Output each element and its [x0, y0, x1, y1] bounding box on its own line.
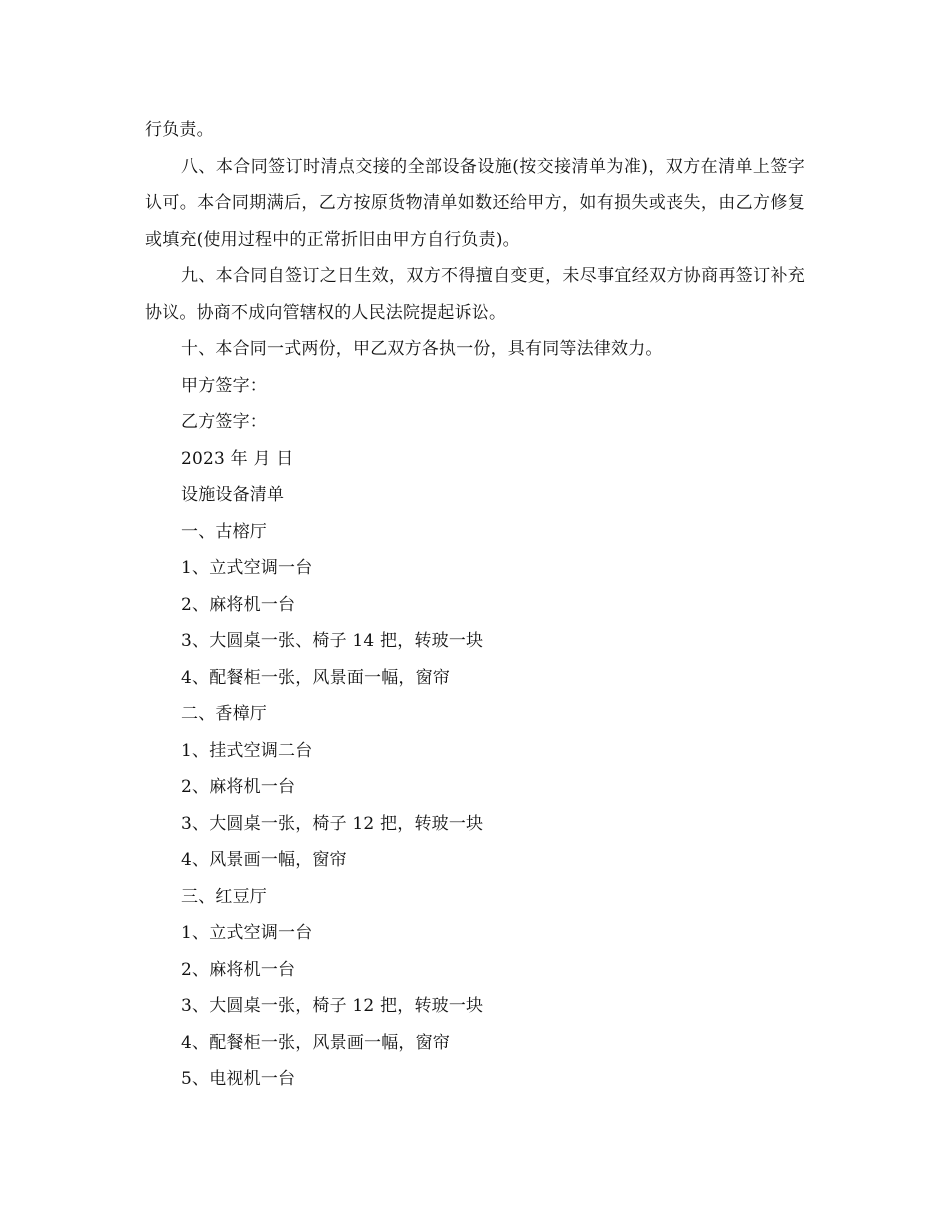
signing-date: 2023 年 月 日	[181, 448, 294, 469]
paragraph-continuation: 行负责。	[145, 120, 214, 140]
clause-ten: 十、本合同一式两份，甲乙双方各执一份，具有同等法律效力。	[181, 339, 663, 359]
list-item: 4、配餐柜一张，风景面一幅，窗帘	[181, 667, 451, 688]
list-item: 3、大圆桌一张、椅子 14 把，转玻一块	[181, 631, 484, 651]
list-item: 1、立式空调一台	[181, 923, 313, 943]
clause-eight: 八、本合同签订时清点交接的全部设备设施(按交接清单为准)，双方在清单上签字认可。本合同期满后，乙方按原货物清单如数还给甲方，如有损失或丧失，由乙方修复或填充(使用过程中的正常折旧由甲方自行负责)。	[145, 156, 805, 250]
document-body	[145, 112, 805, 1098]
list-item: 4、配餐柜一张，风景画一幅，窗帘	[181, 1032, 451, 1053]
list-item: 1、挂式空调二台	[181, 740, 313, 761]
party-a-signature: 甲方签字：	[181, 375, 267, 396]
list-item: 3、大圆桌一张，椅子 12 把，转玻一块	[181, 813, 484, 834]
list-item: 2、麻将机一台	[181, 594, 296, 615]
list-item: 2、麻将机一台	[181, 959, 296, 980]
list-item: 3、大圆桌一张，椅子 12 把，转玻一块	[181, 996, 484, 1016]
list-item: 4、风景画一幅，窗帘	[181, 850, 347, 870]
list-item: 2、麻将机一台	[181, 777, 296, 797]
list-title: 设施设备清单	[181, 485, 285, 505]
section-heading: 二、香樟厅	[181, 704, 267, 724]
section-heading: 一、古榕厅	[181, 521, 267, 542]
list-item: 1、立式空调一台	[181, 558, 313, 578]
section-heading: 三、红豆厅	[181, 886, 267, 907]
party-b-signature: 乙方签字：	[181, 412, 267, 432]
list-item: 5、电视机一台	[181, 1069, 296, 1089]
clause-nine: 九、本合同自签订之日生效，双方不得擅自变更，未尽事宜经双方协商再签订补充协议。协商不成向管辖权的人民法院提起诉讼。	[145, 266, 805, 323]
